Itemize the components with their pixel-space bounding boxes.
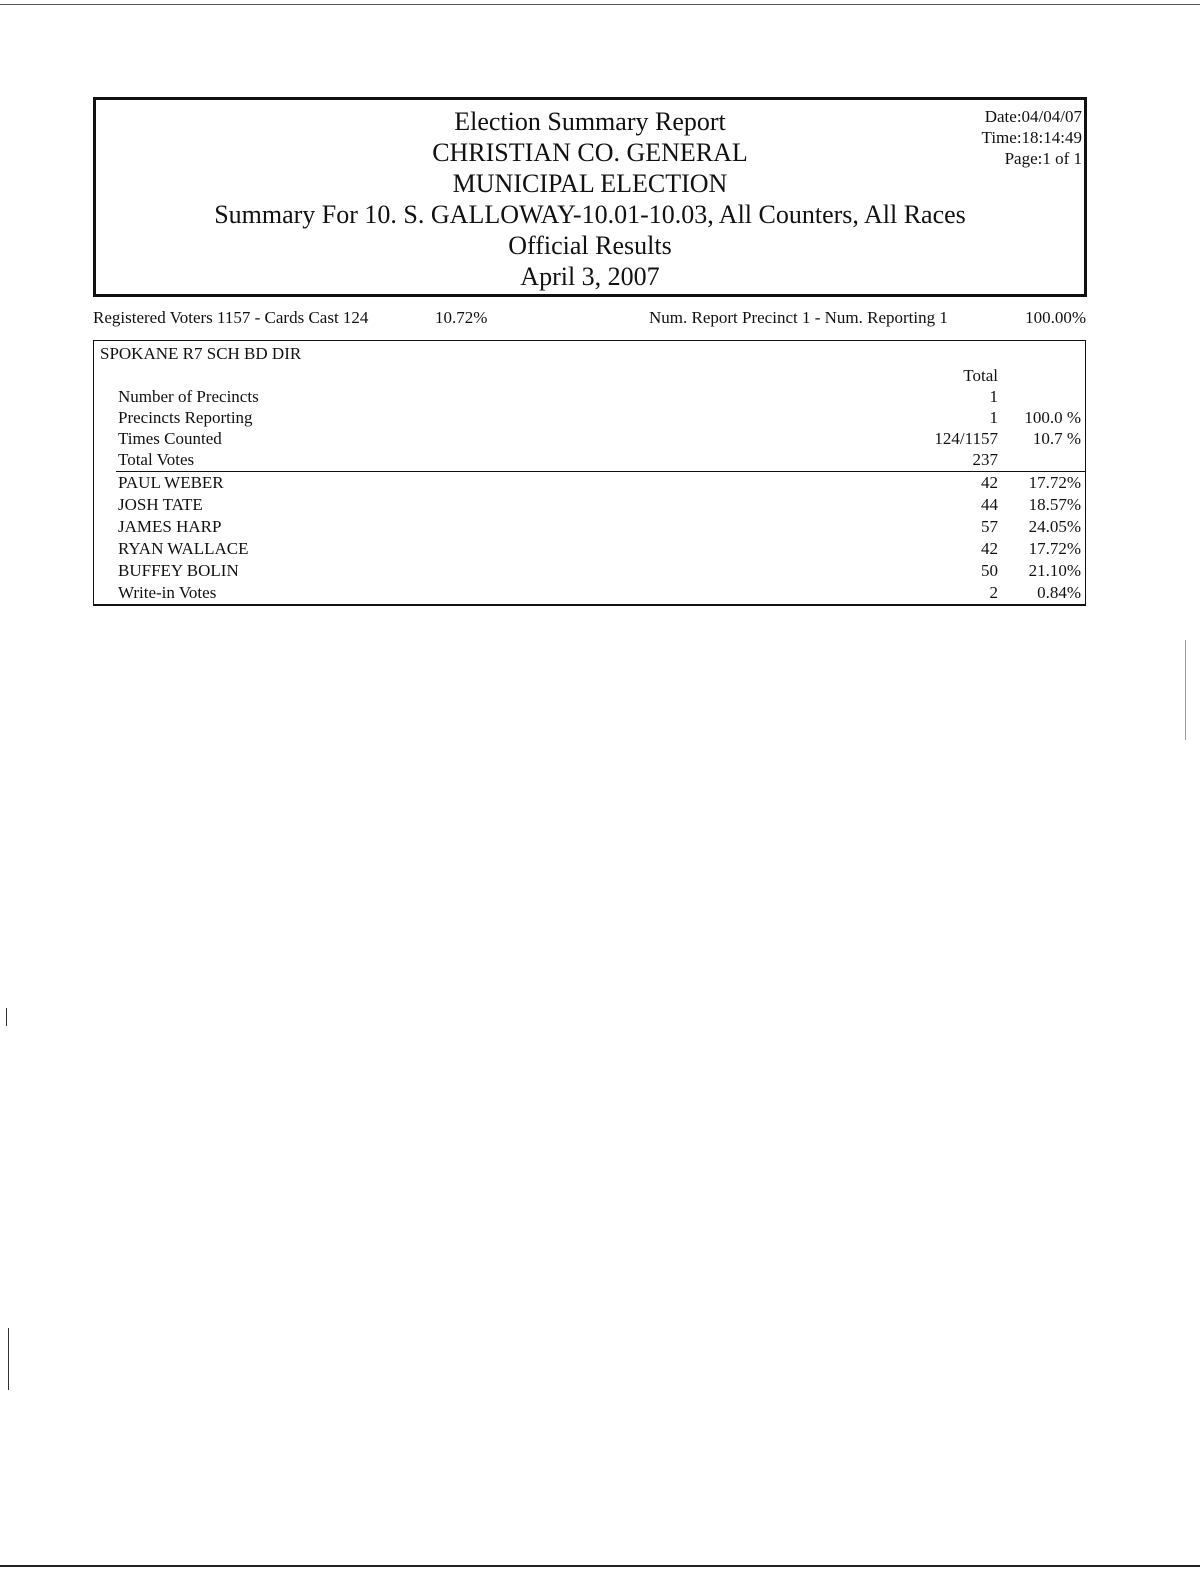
stat-row <box>94 387 1085 408</box>
scan-top-edge <box>0 4 1200 5</box>
turnout-summary <box>93 308 1086 332</box>
candidate-name: RYAN WALLACE <box>118 539 249 558</box>
scan-mark <box>1185 640 1186 740</box>
report-title-block <box>96 106 1084 292</box>
scan-mark <box>6 1008 7 1026</box>
candidate-name: PAUL WEBER <box>118 473 224 492</box>
candidate-percent: 17.72% <box>1028 473 1081 492</box>
county-name: CHRISTIAN CO. GENERAL <box>432 138 748 167</box>
candidate-votes: 42 <box>981 473 998 492</box>
report-title: Election Summary Report <box>454 107 726 136</box>
candidate-votes: 44 <box>981 495 998 514</box>
candidate-percent: 0.84% <box>1037 583 1081 602</box>
summary-scope: Summary For 10. S. GALLOWAY-10.01-10.03, All Counters, All Races <box>214 200 966 229</box>
report-page: Page:1 of 1 <box>1004 149 1082 168</box>
candidate-votes: 42 <box>981 539 998 558</box>
stat-label: Precincts Reporting <box>118 408 253 427</box>
precinct-reporting: Num. Report Precinct 1 - Num. Reporting 1 <box>649 308 948 327</box>
report-header <box>93 97 1087 297</box>
scan-bottom-edge <box>0 1565 1200 1567</box>
candidate-name: BUFFEY BOLIN <box>118 561 239 580</box>
candidate-percent: 18.57% <box>1028 495 1081 514</box>
stat-label: Times Counted <box>118 429 222 448</box>
results-status: Official Results <box>508 231 672 260</box>
report-time: Time:18:14:49 <box>981 128 1082 147</box>
stat-percent: 100.0 % <box>1024 408 1081 427</box>
turnout-percent: 10.72% <box>435 308 488 327</box>
race-title: SPOKANE R7 SCH BD DIR <box>100 344 302 363</box>
stat-row <box>94 429 1085 450</box>
stat-value: 1 <box>989 408 998 427</box>
candidate-votes: 50 <box>981 561 998 580</box>
candidate-row <box>94 495 1085 516</box>
candidate-name: Write-in Votes <box>118 583 217 602</box>
candidate-percent: 24.05% <box>1028 517 1081 536</box>
election-name: MUNICIPAL ELECTION <box>452 169 728 198</box>
candidate-votes: 2 <box>989 583 998 602</box>
report-meta <box>982 106 1082 169</box>
registered-voters: Registered Voters 1157 - Cards Cast 124 <box>93 308 369 327</box>
stat-label: Total Votes <box>118 450 195 469</box>
stat-percent: 10.7 % <box>1032 429 1081 448</box>
total-column-header: Total <box>963 366 998 385</box>
election-date: April 3, 2007 <box>520 262 660 291</box>
stat-value: 237 <box>972 450 998 469</box>
candidate-row <box>94 583 1085 604</box>
candidate-row <box>94 561 1085 582</box>
candidate-percent: 17.72% <box>1028 539 1081 558</box>
candidate-row <box>94 473 1085 494</box>
table-divider <box>116 471 1085 472</box>
precinct-percent: 100.00% <box>1025 308 1086 327</box>
candidate-row <box>94 517 1085 538</box>
stat-label: Number of Precincts <box>118 387 259 406</box>
stat-value: 124/1157 <box>934 429 998 448</box>
stat-value: 1 <box>989 387 998 406</box>
candidate-name: JAMES HARP <box>118 517 222 536</box>
report-date: Date:04/04/07 <box>984 107 1082 126</box>
stat-row <box>94 408 1085 429</box>
candidate-name: JOSH TATE <box>118 495 203 514</box>
scan-mark <box>8 1328 9 1390</box>
candidate-votes: 57 <box>981 517 998 536</box>
candidate-percent: 21.10% <box>1028 561 1081 580</box>
stat-row <box>94 450 1085 471</box>
race-results-table <box>93 340 1086 606</box>
candidate-row <box>94 539 1085 560</box>
